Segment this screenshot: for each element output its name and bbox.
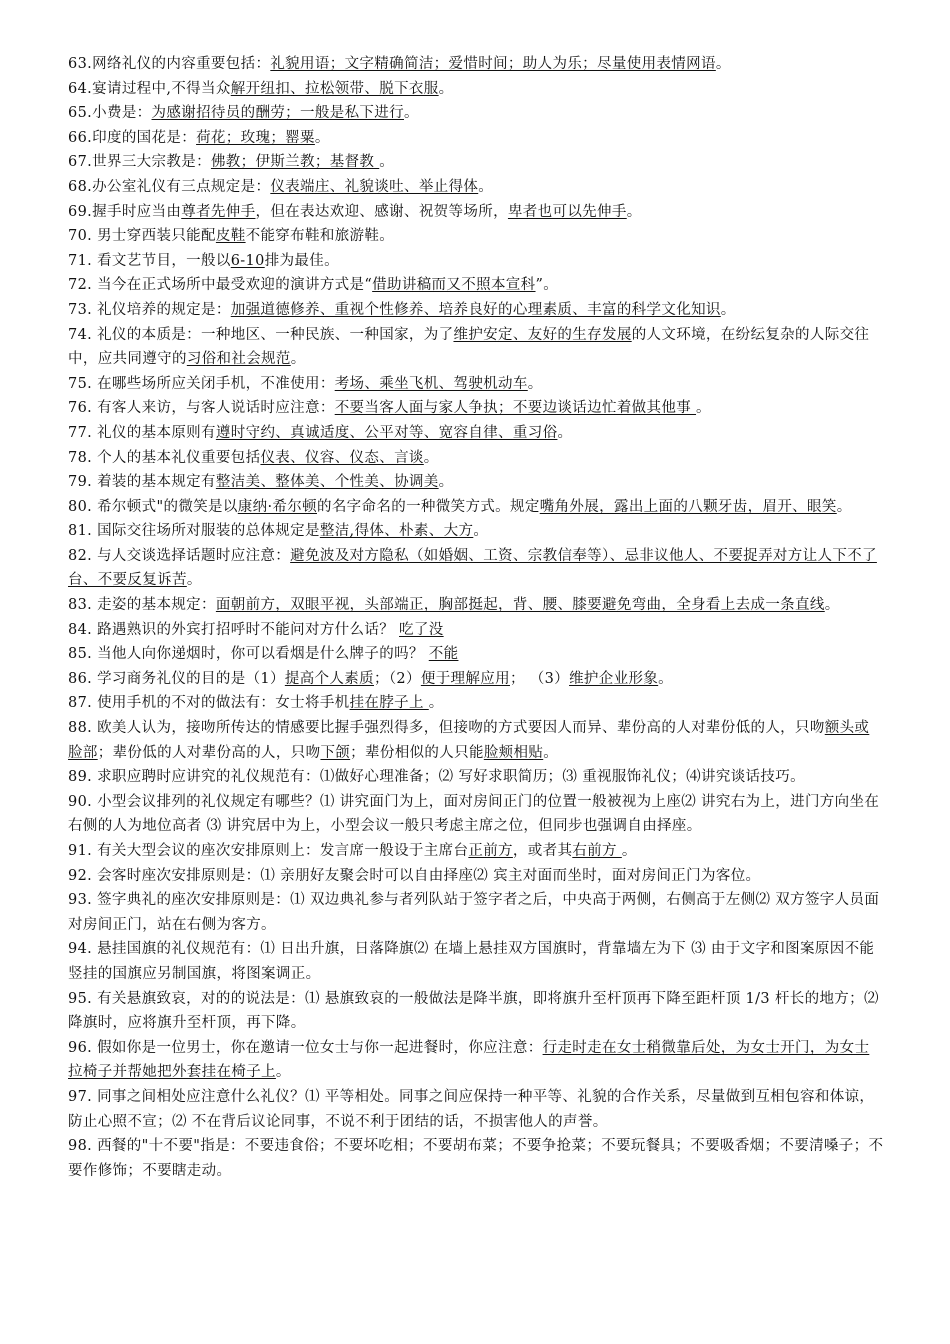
question-item: [68, 175, 884, 200]
question-text: 世界三大宗教是：: [92, 154, 211, 171]
question-item: [68, 519, 884, 544]
question-item: [68, 101, 884, 126]
question-item: [68, 716, 884, 765]
question-text: 的人文环境，在纷纭复杂的人际交往中，应共同遵守的: [68, 326, 870, 368]
question-item: [68, 126, 884, 151]
question-item: [68, 372, 884, 397]
question-text: 。: [696, 400, 711, 417]
question-text: 走姿的基本规定：: [92, 597, 216, 614]
answer-text: 右前方: [572, 843, 622, 859]
answer-text: 额头或脸部: [68, 720, 870, 761]
question-number: 80.: [68, 498, 93, 515]
answer-text: 脸颊相贴: [483, 744, 544, 761]
question-item: [68, 224, 884, 249]
question-text: 学习商务礼仪的目的是（1）: [92, 670, 285, 687]
question-item: [68, 888, 884, 937]
question-text: 西餐的"十不要"指是：不要违食俗；不要坏吃相；不要胡布菜；不要争抢菜；不要玩餐具；不要吸香烟；不要清嗓子；不要作修饰；不要瞎走动。: [68, 1138, 884, 1179]
question-text: 悬挂国旗的礼仪规范有：⑴ 日出升旗，日落降旗⑵ 在墙上悬挂双方国旗时，背靠墙左为下 ⑶ 由于文字和图案原因不能竖挂的国旗应另制国旗，将图案调正。: [68, 941, 875, 982]
question-text: 欧美人认为，接吻所传达的情感要比握手强烈得多，但接吻的方式要因人而异、辈份高的人对辈份低的人，只吻: [92, 720, 825, 737]
answer-text: 嘴角外展，露出上面的八颗牙齿，眉开、眼笑: [539, 498, 837, 515]
question-number: 84.: [68, 621, 93, 638]
question-text: 希尔顿式"的微笑是以: [92, 498, 238, 515]
question-text: 不能穿布鞋和旅游鞋。: [245, 228, 395, 245]
question-item: [68, 987, 884, 1036]
question-number: 71.: [68, 252, 93, 269]
question-text: 。: [438, 80, 454, 97]
answer-text: 不能: [428, 646, 459, 663]
question-text: 排为最佳。: [264, 252, 339, 269]
question-number: 79.: [68, 474, 93, 491]
question-text: 有客人来访，与客人说话时应注意：: [92, 400, 335, 417]
answer-text: 维护企业形象: [569, 670, 659, 687]
question-text: 。: [658, 670, 674, 687]
question-text: 礼仪的本质是：一种地区、一种民族、一种国家，为了: [92, 326, 454, 343]
question-item: [68, 495, 884, 520]
question-text: 。: [720, 301, 736, 318]
question-number: 73.: [68, 301, 93, 318]
question-item: [68, 765, 884, 790]
question-item: [68, 1036, 884, 1085]
question-number: 90.: [68, 793, 93, 810]
answer-text: 面朝前方，双眼平视，头部端正，胸部挺起，背、腰、膝要避免弯曲，全身看上去成一条直线: [215, 597, 825, 614]
question-text: 。: [621, 843, 637, 859]
question-item: [68, 298, 884, 323]
question-number: 77.: [68, 424, 93, 441]
answer-text: 礼貌用语；文字精确简洁；爱惜时间；助人为乐；尽量使用表情网语: [270, 56, 716, 72]
answer-text: 吃了没: [399, 621, 444, 638]
question-number: 94.: [68, 941, 93, 958]
question-text: 。: [715, 56, 731, 72]
question-item: [68, 937, 884, 986]
question-number: 96.: [68, 1039, 93, 1056]
question-text: 。: [379, 154, 395, 171]
question-text: ，但在表达欢迎、感谢、祝贺等场所，: [255, 203, 508, 220]
question-text: ；（2）: [373, 670, 421, 687]
question-text: 。: [428, 695, 444, 712]
question-item: [68, 642, 884, 667]
question-text: 礼仪培养的规定是：: [92, 301, 231, 318]
question-text: 握手时应当由: [92, 203, 182, 220]
question-item: [68, 618, 884, 643]
answer-text: 借助讲稿而又不照本宣科: [372, 277, 536, 294]
question-text: 印度的国花是：: [92, 129, 197, 146]
question-item: [68, 273, 884, 298]
question-text: 。: [478, 178, 494, 195]
question-number: 69.: [68, 203, 93, 220]
question-text: 。: [290, 351, 306, 368]
question-number: 66.: [68, 129, 93, 146]
question-text: 。: [403, 105, 419, 122]
question-number: 65.: [68, 105, 93, 122]
question-text: 。: [186, 572, 202, 589]
question-text: 。: [824, 597, 840, 614]
answer-text: 尊者先伸手: [181, 203, 256, 220]
question-text: 路遇熟识的外宾打招呼时不能问对方什么话？: [92, 621, 400, 638]
question-item: [68, 446, 884, 471]
answer-text: 解开纽扣、拉松领带、脱下衣服: [230, 80, 439, 97]
question-item: [68, 77, 884, 102]
question-text: 网络礼仪的内容重要包括：: [92, 56, 271, 72]
answer-text: 维护安定、友好的生存发展: [453, 326, 632, 343]
question-number: 82.: [68, 547, 93, 564]
question-text: ，或者其: [512, 843, 573, 859]
question-item: [68, 421, 884, 446]
question-text: 与人交谈选择话题时应注意：: [92, 547, 291, 564]
question-item: [68, 470, 884, 495]
question-text: 在哪些场所应关闭手机，不准使用：: [92, 375, 335, 392]
question-text: 个人的基本礼仪重要包括: [92, 449, 261, 466]
question-text: 。: [557, 424, 573, 441]
question-text: 着装的基本规定有: [92, 474, 216, 491]
answer-text: 挂在脖子上: [349, 695, 429, 712]
question-text: 。: [626, 203, 642, 220]
answer-text: 皮鞋: [215, 228, 246, 245]
question-text: 会客时座次安排原则是：⑴ 亲朋好友聚会时可以自由择座⑵ 宾主对面而坐时，面对房间正门为客位。: [92, 867, 761, 884]
question-number: 95.: [68, 990, 93, 1007]
question-text: ； （3）: [509, 670, 570, 687]
answer-text: 习俗和社会规范: [186, 351, 291, 368]
question-number: 76.: [68, 400, 93, 417]
answer-text: 提高个人素质: [284, 670, 374, 687]
answer-text: 整洁,得体、朴素、大方: [319, 523, 474, 540]
question-text: 。: [314, 129, 330, 146]
question-text: 签字典礼的座次安排原则是：⑴ 双边典礼参与者列队站于签字者之后，中央高于两侧，右侧高于左侧⑵ 双方签字人员面对房间正门，站在右侧为客方。: [68, 892, 880, 933]
answer-text: 佛教；伊斯兰教；基督教: [210, 154, 380, 171]
question-number: 70.: [68, 228, 93, 245]
answer-text: 仪表端庄、礼貌谈吐、举止得体: [270, 178, 479, 195]
answer-text: 整洁美、整体美、个性美、协调美: [215, 474, 439, 491]
question-item: [68, 544, 884, 593]
question-text: 小费是：: [92, 105, 152, 122]
question-item: [68, 1134, 884, 1183]
question-item: [68, 396, 884, 421]
answer-text: 下颌: [320, 744, 351, 761]
question-number: 93.: [68, 892, 93, 909]
question-text: 。: [423, 449, 439, 466]
question-text: 的名字命名的一种微笑方式。规定: [316, 498, 540, 515]
question-text: 。: [438, 474, 454, 491]
answer-text: 便于理解应用: [420, 670, 510, 687]
question-text: 国际交往场所对服装的总体规定是: [92, 523, 320, 540]
question-number: 83.: [68, 597, 93, 614]
question-text: 当今在正式场所中最受欢迎的演讲方式是“: [92, 277, 373, 294]
question-item: [68, 864, 884, 889]
question-item: [68, 200, 884, 225]
question-number: 89.: [68, 769, 93, 786]
question-item: [68, 150, 884, 175]
question-text: ；辈份相似的人只能: [350, 744, 484, 761]
answer-text: 行走时走在女士稍微靠后处，为女士开门，为女士拉椅子并帮她把外套挂在椅子上: [68, 1039, 870, 1081]
question-text: 求职应聘时应讲究的礼仪规范有：⑴做好心理准备；⑵ 写好求职简历；⑶ 重视服饰礼仪；⑷讲究谈话技巧。: [92, 769, 805, 786]
question-number: 88.: [68, 720, 93, 737]
question-item: [68, 1085, 884, 1134]
question-number: 72.: [68, 277, 93, 294]
question-number: 85.: [68, 646, 93, 663]
question-text: 宴请过程中,不得当众: [92, 80, 231, 97]
answer-text: 为感谢招待员的酬劳；一般是私下进行: [151, 105, 404, 122]
question-text: 男士穿西装只能配: [92, 228, 216, 245]
question-text: 有关大型会议的座次安排原则上：发言席一般设于主席台: [92, 843, 469, 859]
question-item: [68, 323, 884, 372]
question-text: 使用手机的不对的做法有：女士将手机: [92, 695, 350, 712]
answer-text: 荷花；玫瑰；罂粟: [196, 129, 315, 146]
question-number: 81.: [68, 523, 93, 540]
question-text: 假如你是一位男士，你在邀请一位女士与你一起进餐时，你应注意：: [92, 1039, 543, 1056]
question-text: ”。: [535, 277, 559, 294]
answer-text: 遵时守约、真诚适度、公平对等、宽容自律、重习俗: [215, 424, 558, 441]
question-item: [68, 52, 884, 77]
question-item: [68, 249, 884, 274]
question-text: 小型会议排列的礼仪规定有哪些？⑴ 讲究面门为上，面对房间正门的位置一般被视为上座⑵ 讲究右为上，进门方向坐在右侧的人为地位高者 ⑶ 讲究居中为上，小型会议一般只考虑主席之位，但同步也强调自由择座。: [68, 793, 880, 835]
question-item: [68, 839, 884, 864]
question-text: 。: [527, 375, 543, 392]
question-number: 74.: [68, 326, 93, 343]
answer-text: 仪表、仪容、仪态、言谈: [260, 449, 424, 466]
question-text: ；辈份低的人对辈份高的人，只吻: [97, 744, 321, 761]
answer-text: 避免波及对方隐私（如婚姻、工资、宗教信奉等）、忌非议他人、不要捉弄对方让人下不了台、不要反复诉苦: [68, 547, 877, 589]
question-number: 67.: [68, 154, 93, 171]
question-number: 63.: [68, 56, 93, 72]
question-text: 看文艺节目，一般以: [92, 252, 231, 269]
question-number: 97.: [68, 1088, 93, 1105]
question-number: 98.: [68, 1138, 93, 1155]
question-text: 。: [543, 744, 559, 761]
answer-text: 不要当客人面与家人争执；不要边谈话边忙着做其他事: [334, 400, 697, 417]
answer-text: 康纳·希尔顿: [237, 498, 317, 515]
question-number: 68.: [68, 178, 93, 195]
question-item: [68, 691, 884, 716]
question-number: 78.: [68, 449, 93, 466]
question-number: 91.: [68, 843, 93, 859]
answer-text: 正前方: [468, 843, 513, 859]
question-number: 86.: [68, 670, 93, 687]
question-text: 。: [836, 498, 852, 515]
question-text: 。: [275, 1064, 291, 1081]
question-number: 87.: [68, 695, 93, 712]
question-number: 92.: [68, 867, 93, 884]
question-text: 办公室礼仪有三点规定是：: [92, 178, 271, 195]
question-text: 当他人向你递烟时，你可以看烟是什么牌子的吗？: [92, 646, 429, 663]
question-text: 礼仪的基本原则有: [92, 424, 216, 441]
question-text: 。: [473, 523, 489, 540]
question-number: 64.: [68, 80, 93, 97]
answer-text: 加强道德修养、重视个性修养、培养良好的心理素质、丰富的科学文化知识: [230, 301, 721, 318]
question-item: [68, 593, 884, 618]
answer-text: 6-10: [230, 252, 265, 269]
question-item: [68, 667, 884, 692]
question-item: [68, 790, 884, 839]
answer-text: 卑者也可以先伸手: [507, 203, 627, 220]
question-text: 同事之间相处应注意什么礼仪？⑴ 平等相处。同事之间应保持一种平等、礼貌的合作关系，尽量做到互相包容和体谅，防止心照不宣；⑵ 不在背后议论同事，不说不利于团结的话，不损害他人的声誉。: [68, 1088, 875, 1130]
question-text: 有关悬旗致哀，对的的说法是：⑴ 悬旗致哀的一般做法是降半旗，即将旗升至杆顶再下降至距杆顶 1/3 杆长的地方；⑵ 降旗时，应将旗升至杆顶，再下降。: [68, 990, 879, 1032]
question-number: 75.: [68, 375, 93, 392]
answer-text: 考场、乘坐飞机、驾驶机动车: [334, 375, 528, 392]
